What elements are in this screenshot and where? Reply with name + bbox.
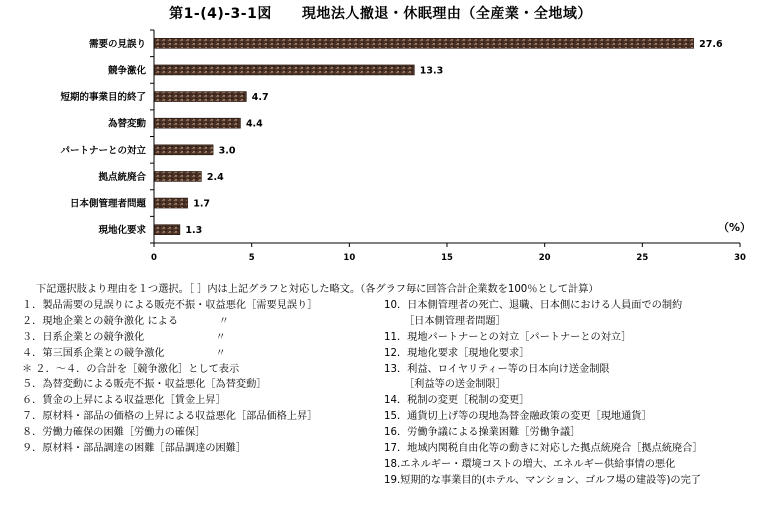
notes-section <box>0 282 761 516</box>
category-label: パートナーとの対立 <box>60 145 146 157</box>
bar <box>155 38 694 48</box>
bar <box>155 65 415 75</box>
category-label: 需要の見誤り <box>88 38 146 50</box>
data-label: 1.7 <box>193 198 211 210</box>
notes-left-column <box>22 298 317 457</box>
note-item: 16．労働争議による操業困難［労働争議］ <box>384 427 581 439</box>
figure-number: 第1-(4)-3-1図 <box>169 6 272 22</box>
note-item: ８．労働力確保の困難［労働力の確保］ <box>22 427 206 439</box>
notes-intro: 下記選択肢より理由を１つ選択。［ ］内は上記グラフと対応した略文。（各グラフ毎に回答合計企業数を100％として計算） <box>36 284 599 295</box>
data-label: 4.7 <box>251 92 269 104</box>
notes-right-column <box>384 298 703 489</box>
note-item: 13．利益、ロイヤリティー等の日本向け送金制限 <box>384 363 610 375</box>
note-item: 15．通貨切上げ等の現地為替金融政策の変更［現地通貨］ <box>384 411 652 423</box>
bar <box>155 118 241 128</box>
data-label: 13.3 <box>419 65 444 77</box>
category-label: 日本側管理者問題 <box>69 198 146 210</box>
data-label: 1.3 <box>185 225 203 237</box>
x-tick-label: 10 <box>343 253 356 263</box>
category-label: 競争激化 <box>107 65 146 77</box>
data-label: 27.6 <box>699 38 723 50</box>
note-item: １．製品需要の見誤りによる販売不振・収益悪化［需要見誤り］ <box>22 300 318 311</box>
x-tick-label: 0 <box>151 253 157 263</box>
note-item: ２．現地企業との競争激化 による 〃 <box>22 315 229 327</box>
note-item: ４．第三国系企業との競争激化 〃 <box>22 347 226 359</box>
note-item: ＊ ２．～４．の合計を［競争激化］として表示 <box>22 363 240 375</box>
bar <box>155 198 188 208</box>
note-item: ６．賃金の上昇による収益悪化［賃金上昇］ <box>22 395 226 407</box>
x-tick-label: 5 <box>248 253 255 263</box>
note-item: 10．日本側管理者の死亡、退職、日本側における人員面での制約 <box>384 300 683 311</box>
category-label: 短期的事業目的終了 <box>60 92 146 104</box>
data-label: 2.4 <box>206 171 224 183</box>
bar <box>155 145 214 155</box>
bar <box>155 225 180 235</box>
bar <box>155 92 247 102</box>
note-item: 14．税制の変更［税制の変更］ <box>384 395 530 407</box>
note-item: 19.短期的な事業目的(ホテル、マンション、ゴルフ場の建設等)の完了 <box>384 474 701 486</box>
note-item: 18.エネルギー・環境コストの増大、エネルギー供給事情の悪化 <box>384 458 676 470</box>
unit-label: （%） <box>718 221 752 234</box>
bar <box>155 171 202 181</box>
x-tick-label: 20 <box>538 253 551 263</box>
note-item: ［日本側管理者問題］ <box>404 315 506 327</box>
x-tick-label: 30 <box>734 253 746 263</box>
x-tick-label: 15 <box>441 253 453 263</box>
x-tick-label: 25 <box>636 253 649 263</box>
note-item: ７．原材料・部品の価格の上昇による収益悪化［部品価格上昇］ <box>22 411 318 423</box>
note-item: 12．現地化要求［現地化要求］ <box>384 347 530 359</box>
note-item: 11．現地パートナーとの対立［パートナーとの対立］ <box>384 331 632 343</box>
data-label: 3.0 <box>218 145 236 157</box>
note-item: ９．原材料・部品調達の困難［部品調達の困難］ <box>22 443 247 455</box>
note-item: ５．為替変動による販売不振・収益悪化［為替変動］ <box>22 379 267 391</box>
figure-title-text: 現地法人撤退・休眠理由（全産業・全地域） <box>301 6 592 22</box>
note-item: ［利益等の送金制限］ <box>404 379 506 391</box>
note-item: 17．地域内関税自由化等の動きに対応した拠点統廃合［拠点統廃合］ <box>384 443 703 455</box>
note-item: ３．日系企業との競争激化 〃 <box>22 331 226 343</box>
category-label: 為替変動 <box>107 118 146 130</box>
data-label: 4.4 <box>245 118 263 130</box>
category-label: 現地化要求 <box>98 225 146 237</box>
category-label: 拠点統廃合 <box>98 171 146 183</box>
